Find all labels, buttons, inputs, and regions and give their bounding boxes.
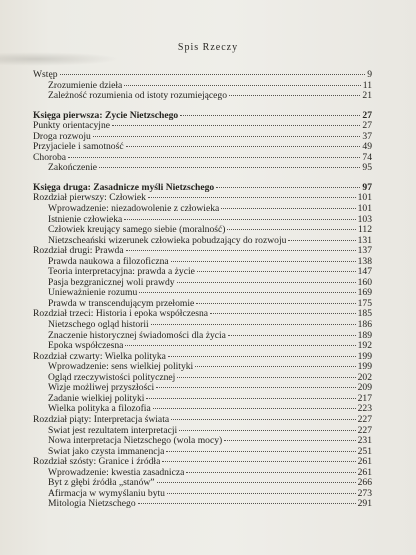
toc-entry-title: Wstęp bbox=[33, 70, 58, 80]
toc-subentry bbox=[33, 320, 372, 331]
toc-page-number: 186 bbox=[357, 320, 372, 331]
toc-entry-title: Afirmacja w wymyślaniu bytu bbox=[48, 488, 165, 499]
toc-entry-title: Zadanie wielkiej polityki bbox=[48, 393, 145, 404]
toc-entry-title: Byt z głębi źródła „stanów” bbox=[48, 478, 155, 489]
toc-page-number: 112 bbox=[357, 225, 372, 236]
toc-entry-title: Epoka współczesna bbox=[48, 341, 124, 352]
toc-page-number: 147 bbox=[357, 267, 372, 278]
dot-leader bbox=[195, 366, 355, 367]
toc-subentry bbox=[33, 383, 372, 394]
toc-entry bbox=[33, 70, 372, 81]
toc-page-number: 231 bbox=[357, 436, 372, 447]
toc-page-number: 175 bbox=[357, 298, 372, 309]
toc-entry-title: Droga rozwoju bbox=[33, 131, 91, 142]
toc-page-number: 27 bbox=[362, 110, 372, 121]
dot-leader bbox=[210, 313, 356, 314]
toc-entry-title: Księga druga: Zasadnicze myśli Nietzschego bbox=[33, 182, 215, 193]
dot-leader bbox=[166, 451, 355, 452]
toc-page-number: 227 bbox=[357, 425, 372, 436]
table-of-contents bbox=[33, 70, 372, 510]
toc-entry-title: Zależność rozumienia od istoty rozumiejącego bbox=[48, 91, 228, 102]
toc-page-number: 189 bbox=[357, 330, 372, 341]
toc-entry bbox=[33, 309, 372, 320]
toc-page-number: 97 bbox=[362, 182, 372, 193]
toc-subentry bbox=[33, 447, 372, 458]
toc-entry bbox=[33, 121, 372, 132]
toc-entry-title: Człowiek kreujący samego siebie (moralność) bbox=[48, 225, 226, 236]
toc-subentry bbox=[33, 404, 372, 415]
toc-subentry bbox=[33, 489, 372, 500]
toc-entry-title: Prawda w transcendującym przełomie bbox=[48, 298, 195, 309]
toc-subentry bbox=[33, 499, 372, 510]
toc-book-entry bbox=[33, 111, 372, 122]
toc-page-number: 251 bbox=[357, 446, 372, 457]
toc-subentry bbox=[33, 373, 372, 384]
dot-leader bbox=[124, 219, 355, 220]
dot-leader bbox=[228, 335, 356, 336]
toc-entry-title: Wizje możliwej przyszłości bbox=[48, 383, 155, 394]
toc-entry-title: Punkty orientacyjne bbox=[33, 121, 110, 132]
toc-subentry bbox=[33, 225, 372, 236]
toc-entry-title: Księga pierwsza: Życie Nietzschego bbox=[33, 110, 179, 121]
dot-leader bbox=[125, 345, 355, 346]
dot-leader bbox=[180, 115, 360, 116]
toc-entry-title: Wprowadzenie: sens wielkiej polityki bbox=[48, 362, 194, 373]
dot-leader bbox=[138, 503, 356, 504]
dot-leader bbox=[126, 250, 356, 251]
toc-subentry bbox=[33, 478, 372, 489]
dot-leader bbox=[168, 356, 356, 357]
dot-leader bbox=[167, 493, 356, 494]
dot-leader bbox=[68, 157, 360, 158]
page-heading: Spis Rzeczy bbox=[177, 42, 239, 53]
toc-page-number: 9 bbox=[367, 70, 372, 80]
toc-entry-title: Mitologia Nietzschego bbox=[48, 499, 136, 510]
toc-page-number: 261 bbox=[357, 467, 372, 478]
toc-page-number: 209 bbox=[357, 383, 372, 394]
toc-entry-title: Przyjaciele i samotność bbox=[33, 142, 124, 153]
dot-leader bbox=[171, 261, 356, 262]
toc-subentry bbox=[33, 341, 372, 352]
toc-subentry bbox=[33, 436, 372, 447]
toc-entry bbox=[33, 457, 372, 468]
dot-leader bbox=[148, 197, 356, 198]
dot-leader bbox=[288, 240, 355, 241]
toc-subentry bbox=[33, 81, 372, 92]
toc-subentry bbox=[33, 331, 372, 342]
toc-page-number: 160 bbox=[357, 277, 372, 288]
toc-entry-title: Teoria interpretacyjna: prawda a życie bbox=[48, 267, 195, 278]
dot-leader bbox=[221, 208, 355, 209]
toc-entry-title: Zakończenie bbox=[48, 163, 98, 174]
toc-page-number: 261 bbox=[357, 457, 372, 468]
toc-page-number: 273 bbox=[357, 488, 372, 499]
dot-leader bbox=[99, 167, 360, 168]
toc-page-number: 101 bbox=[357, 204, 372, 215]
dot-leader bbox=[156, 387, 355, 388]
dot-leader bbox=[197, 271, 356, 272]
page-smudge bbox=[0, 52, 120, 66]
toc-subentry bbox=[33, 468, 372, 479]
toc-subentry bbox=[33, 91, 372, 102]
toc-entry-title: Rozdział pierwszy: Człowiek bbox=[33, 193, 146, 204]
toc-page-number: 217 bbox=[357, 393, 372, 404]
toc-subentry bbox=[33, 163, 372, 174]
toc-page-number: 27 bbox=[362, 121, 372, 132]
toc-entry-title: Nietzschego ogląd historii bbox=[48, 320, 149, 331]
toc-entry-title: Świat jako czysta immanencja bbox=[48, 446, 165, 457]
dot-leader bbox=[177, 282, 356, 283]
toc-page-number: 192 bbox=[357, 341, 372, 352]
toc-page-number: 131 bbox=[357, 235, 372, 246]
toc-entry-title: Nowa interpretacja Nietzschego (wola mocy) bbox=[48, 436, 223, 447]
toc-subentry bbox=[33, 299, 372, 310]
toc-page-number: 185 bbox=[357, 309, 372, 320]
toc-entry bbox=[33, 142, 372, 153]
dot-leader bbox=[157, 482, 356, 483]
toc-entry-title: Zrozumienie dzieła bbox=[48, 80, 123, 91]
toc-page-number: 202 bbox=[357, 372, 372, 383]
toc-entry bbox=[33, 415, 372, 426]
dot-leader bbox=[153, 408, 356, 409]
toc-page-number: 199 bbox=[357, 362, 372, 373]
toc-subentry bbox=[33, 426, 372, 437]
dot-leader bbox=[171, 419, 355, 420]
dot-leader bbox=[224, 440, 355, 441]
toc-entry-title: Prawda naukowa a filozoficzna bbox=[48, 256, 169, 267]
toc-entry bbox=[33, 246, 372, 257]
toc-entry bbox=[33, 132, 372, 143]
section-gap bbox=[33, 174, 372, 183]
toc-entry-title: Unieważnienie rozumu bbox=[48, 288, 138, 299]
toc-entry-title: Rozdział drugi: Prawda bbox=[33, 246, 124, 257]
dot-leader bbox=[186, 472, 355, 473]
dot-leader bbox=[112, 125, 360, 126]
toc-subentry bbox=[33, 257, 372, 268]
toc-page-number: 49 bbox=[362, 142, 372, 153]
toc-subentry bbox=[33, 278, 372, 289]
toc-page-number: 169 bbox=[357, 288, 372, 299]
dot-leader bbox=[139, 292, 355, 293]
dot-leader bbox=[151, 324, 356, 325]
toc-entry-title: Wielka polityka a filozofia bbox=[48, 404, 151, 415]
dot-leader bbox=[227, 229, 356, 230]
toc-entry-title: Istnienie człowieka bbox=[48, 214, 123, 225]
toc-subentry bbox=[33, 394, 372, 405]
toc-book-entry bbox=[33, 183, 372, 194]
toc-subentry bbox=[33, 267, 372, 278]
toc-entry-title: Znaczenie historycznej świadomości dla życia bbox=[48, 330, 226, 341]
dot-leader bbox=[229, 95, 360, 96]
toc-page-number: 138 bbox=[357, 256, 372, 267]
toc-page-number: 227 bbox=[357, 414, 372, 425]
toc-entry-title: Świat jest rezultatem interpretacji bbox=[48, 425, 178, 436]
dot-leader bbox=[60, 74, 366, 75]
dot-leader bbox=[216, 187, 360, 188]
toc-entry-title: Rozdział czwarty: Wielka polityka bbox=[33, 351, 166, 362]
toc-entry-title: Rozdział piąty: Interpretacja świata bbox=[33, 414, 170, 425]
toc-subentry bbox=[33, 362, 372, 373]
toc-page-number: 291 bbox=[357, 499, 372, 510]
toc-page-number: 101 bbox=[357, 193, 372, 204]
toc-page-number: 223 bbox=[357, 404, 372, 415]
dot-leader bbox=[146, 398, 355, 399]
dot-leader bbox=[179, 430, 355, 431]
toc-entry-title: Ogląd rzeczywistości politycznej bbox=[48, 372, 176, 383]
toc-subentry bbox=[33, 215, 372, 226]
toc-page-number: 103 bbox=[357, 214, 372, 225]
toc-entry-title: Wprowadzenie: kwestia zasadnicza bbox=[48, 467, 185, 478]
dot-leader bbox=[162, 461, 355, 462]
toc-page-number: 21 bbox=[362, 91, 372, 102]
section-gap bbox=[33, 102, 372, 111]
toc-page-number: 11 bbox=[362, 80, 372, 91]
toc-entry bbox=[33, 153, 372, 164]
toc-entry-title: Pasja bezgranicznej woli prawdy bbox=[48, 277, 175, 288]
toc-entry-title: Rozdział trzeci: Historia i epoka współczesna bbox=[33, 309, 209, 320]
dot-leader bbox=[126, 146, 361, 147]
dot-leader bbox=[124, 85, 360, 86]
dot-leader bbox=[196, 303, 355, 304]
toc-page-number: 137 bbox=[357, 246, 372, 257]
toc-entry-title: Wprowadzenie: niezadowolenie z człowieka bbox=[48, 204, 220, 215]
toc-entry bbox=[33, 352, 372, 363]
toc-page-number: 37 bbox=[362, 131, 372, 142]
toc-entry-title: Nietzscheański wizerunek człowieka pobudzający do rozwoju bbox=[48, 235, 287, 246]
toc-subentry bbox=[33, 236, 372, 247]
toc-page-number: 74 bbox=[362, 152, 372, 163]
dot-leader bbox=[177, 377, 355, 378]
dot-leader bbox=[93, 136, 361, 137]
toc-entry-title: Rozdział szósty: Granice i źródła bbox=[33, 457, 161, 468]
toc-entry bbox=[33, 193, 372, 204]
toc-subentry bbox=[33, 288, 372, 299]
toc-page-number: 199 bbox=[357, 351, 372, 362]
toc-entry-title: Choroba bbox=[33, 152, 67, 163]
toc-page-number: 95 bbox=[362, 163, 372, 174]
toc-subentry bbox=[33, 204, 372, 215]
toc-page-number: 266 bbox=[357, 478, 372, 489]
